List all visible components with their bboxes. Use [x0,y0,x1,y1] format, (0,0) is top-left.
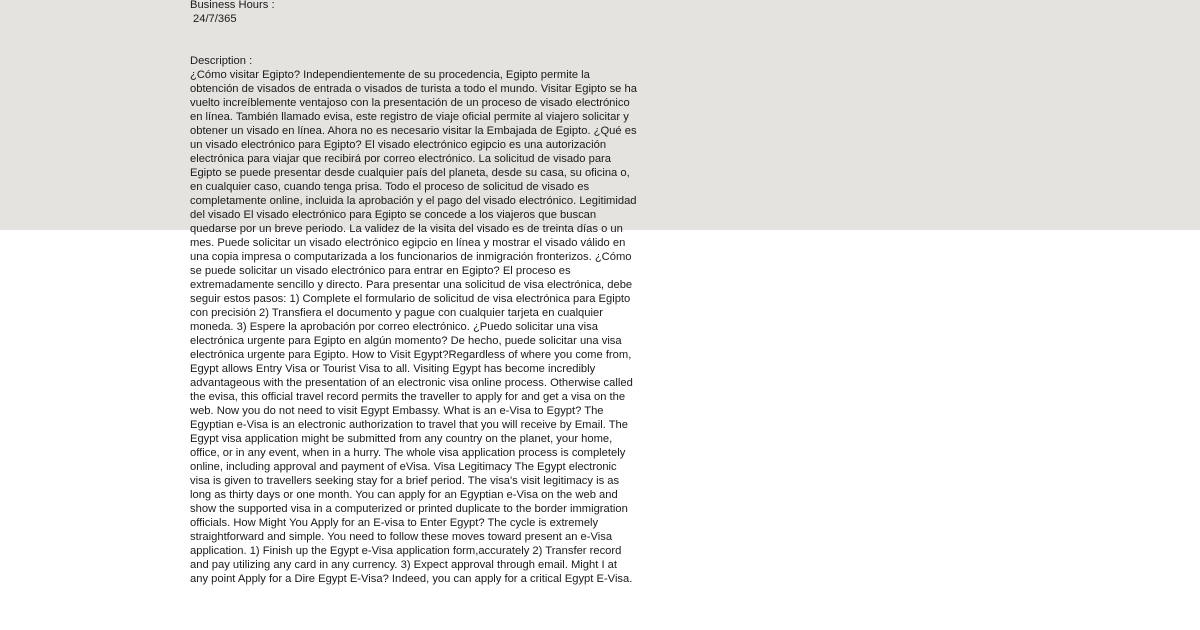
section-spacer [190,26,638,54]
listing-details [190,0,638,586]
description-text: ¿Cómo visitar Egipto? Independientemente de su procedencia, Egipto permite la obtención de visados de entrada o visados de turista a todo el mundo. Visitar Egipto se ha vuelto increíblemente ventajoso con la presentación de un proceso de visado electrónico en línea. También llamado evisa, este registro de viaje oficial permite al viajero solicitar y obtener un visado en línea. Ahora no es necesario visitar la Embajada de Egipto. ¿Qué es un visado electrónico para Egipto? El visado electrónico egipcio es una autorización electrónica para viajar que recibirá por correo electrónico. La solicitud de visado para Egipto se puede presentar desde cualquier país del planeta, desde su casa, su oficina o, en cualquier caso, cuando tenga prisa. Todo el proceso de solicitud de visado es completamente online, incluida la aprobación y el pago del visado electrónico. Legitimidad del visado El visado electrónico para Egipto se concede a los viajeros que buscan quedarse por un breve periodo. La validez de la visita del visado es de treinta días o un mes. Puede solicitar un visado electrónico egipcio en línea y mostrar el visado válido en una copia impresa o computarizada a los funcionarios de inmigración fronterizos. ¿Cómo se puede solicitar un visado electrónico para entrar en Egipto? El proceso es extremadamente sencillo y directo. Para presentar una solicitud de visa electrónica, debe seguir estos pasos: 1) Complete el formulario de solicitud de visa electrónica para Egipto con precisión 2) Transfiera el documento y pague con cualquier tarjeta en cualquier moneda. 3) Espere la aprobación por correo electrónico. ¿Puedo solicitar una visa electrónica urgente para Egipto en algún momento? De hecho, puede solicitar una visa electrónica urgente para Egipto. How to Visit Egypt?Regardless of where you come from, Egypt allows Entry Visa or Tourist Visa to all. Visiting Egypt has become incredibly advantageous with the presentation of an electronic visa online process. Otherwise called the evisa, this official travel record permits the traveller to apply for and get a visa on the web. Now you do not need to visit Egypt Embassy. What is an e-Visa to Egypt? The Egyptian e-Visa is an electronic authorization to travel that you will receive by Email. The Egypt visa application might be submitted from any country on the planet, your home, office, or in any event, when in a hurry. The whole visa application process is completely online, including approval and payment of eVisa. Visa Legitimacy The Egypt electronic visa is given to travellers seeking stay for a brief period. The visa's visit legitimacy is as long as thirty days or one month. You can apply for an Egyptian e-Visa on the web and show the supported visa in a computerized or printed duplicate to the border immigration officials. How Might You Apply for an E-visa to Enter Egypt? The cycle is extremely straightforward and simple. You need to follow these moves toward present an e-Visa application. 1) Finish up the Egypt e-Visa application form,accurately 2) Transfer record and pay utilizing any card in any currency. 3) Expect approval through email. Might I at any point Apply for a Dire Egypt E-Visa? Indeed, you can apply for a critical Egypt E-Visa. [190,69,637,585]
business-hours-label: Business Hours : [190,0,275,11]
business-hours-value: 24/7/365 [193,13,237,25]
description-label: Description : [190,55,253,67]
